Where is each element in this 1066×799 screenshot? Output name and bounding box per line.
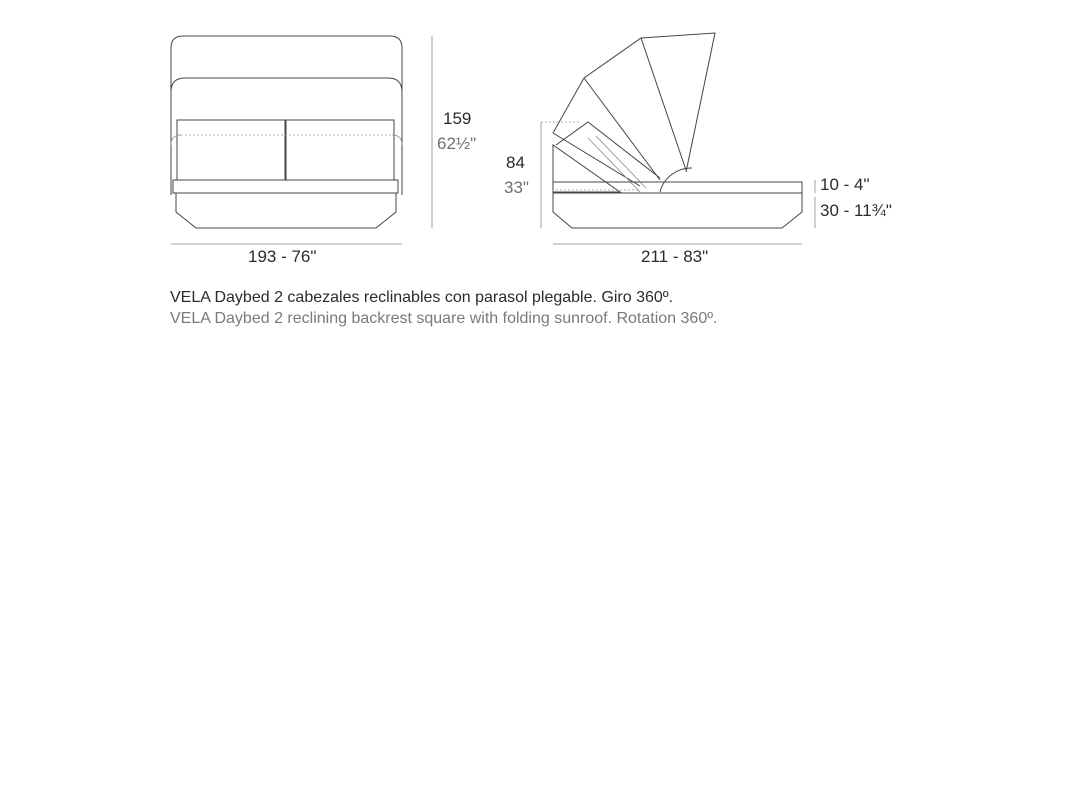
caption-spanish: VELA Daybed 2 cabezales reclinables con parasol plegable. Giro 360º. [170,289,674,306]
mattress-height-label: 10 - 4" [820,175,870,194]
caption-english: VELA Daybed 2 reclining backrest square with folding sunroof. Rotation 360º. [170,310,718,327]
side-view-drawing [541,33,815,244]
side-length-label: 211 - 83" [641,247,709,266]
front-view-drawing [171,36,432,244]
side-height-in: 33" [504,178,529,197]
base-height-label: 30 - 11¾" [820,201,892,220]
side-height-cm: 84 [506,153,525,172]
front-height-in: 62½" [437,134,477,153]
front-height-cm: 159 [443,109,472,128]
front-width-label: 193 - 76" [248,247,317,266]
